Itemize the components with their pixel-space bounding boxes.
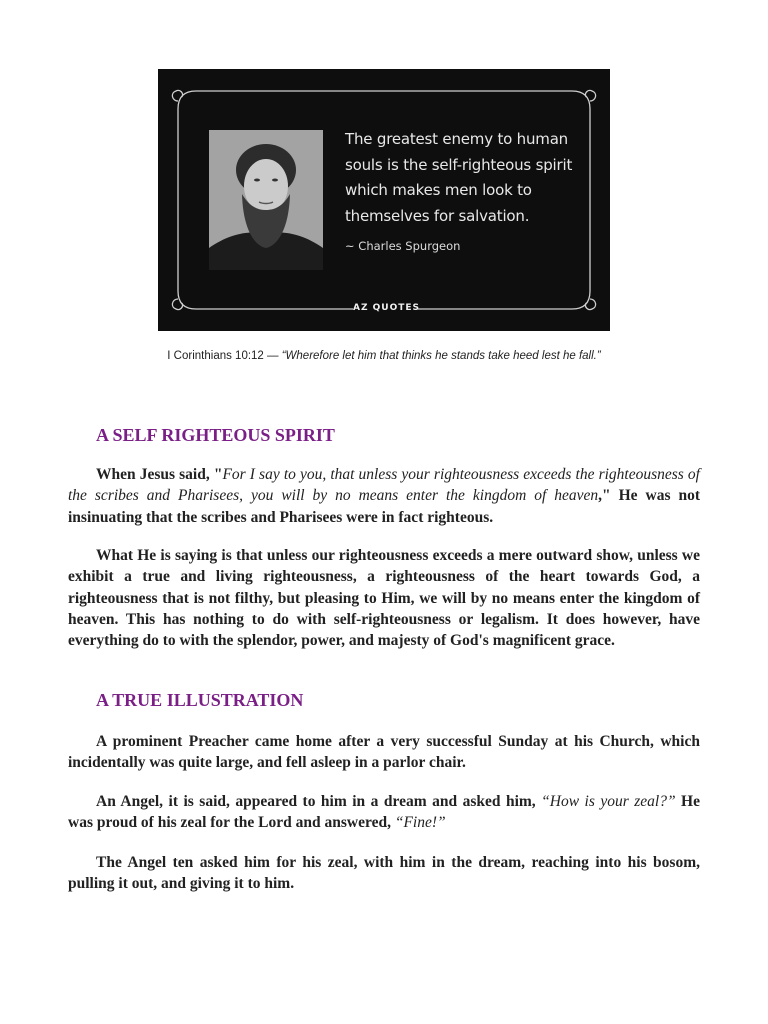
quote-image	[158, 69, 610, 331]
paragraph-2: What He is saying is that unless our righteousness exceeds a mere outward show, unless we exhibit a true and living righteousness, a righteousness of the heart towards God, a righteousness that is not filthy, but pleasing to Him, we will by no means enter the kingdom of heaven. This has nothing to do with self-righteousness or legalism. It does however, have everything do to with the splendor, power, and majesty of God's magnificent grace.	[68, 547, 700, 650]
paragraph-1-quote: For I say to you, that unless your righteousness exceeds the righteousness of the scribes and Pharisees, you will by no means enter the kingdom of heaven	[68, 466, 700, 505]
section-heading-self-righteous-spirit: A SELF RIGHTEOUS SPIRIT	[96, 425, 335, 445]
paragraph-1	[68, 464, 700, 528]
paragraph-4-intro: An Angel, it is said, appeared to him in a dream and asked him,	[96, 793, 542, 810]
quote-author: ~ Charles Spurgeon	[345, 239, 461, 253]
author-portrait	[209, 130, 323, 270]
quote-text	[345, 127, 595, 229]
quote-line: The greatest enemy to human	[345, 130, 568, 148]
paragraph-4-quote-fine: “Fine!”	[394, 814, 446, 832]
paragraph-4	[68, 791, 700, 834]
paragraph-3: A prominent Preacher came home after a very successful Sunday at his Church, which incidentally was quite large, and fell asleep in a parlor chair.	[68, 733, 700, 772]
azquotes-logo: AZ QUOTES	[353, 303, 421, 313]
quote-line: souls is the self-righteous spirit	[345, 155, 573, 174]
section-heading-true-illustration: A TRUE ILLUSTRATION	[96, 690, 304, 710]
verse-reference: I Corinthians 10:12 —	[167, 350, 282, 362]
paragraph-4-quote-zeal: “How is your zeal?”	[541, 793, 676, 810]
verse-text: “Wherefore let him that thinks he stands take heed lest he fall.”	[281, 350, 601, 362]
quote-line: which makes men look to	[345, 181, 532, 199]
quote-line: themselves for salvation.	[345, 206, 530, 225]
verse-caption	[0, 350, 768, 362]
paragraph-5: The Angel ten asked him for his zeal, with him in the dream, reaching into his bosom, pulling it out, and giving it to him.	[68, 854, 700, 893]
paragraph-1-outro: ," He was not insinuating that the scribes and Pharisees were in fact righteous.	[68, 487, 700, 526]
paragraph-1-intro: When Jesus said, "	[96, 466, 223, 483]
paragraph-4-middle: He was proud of his zeal for the Lord and answered,	[68, 793, 700, 832]
